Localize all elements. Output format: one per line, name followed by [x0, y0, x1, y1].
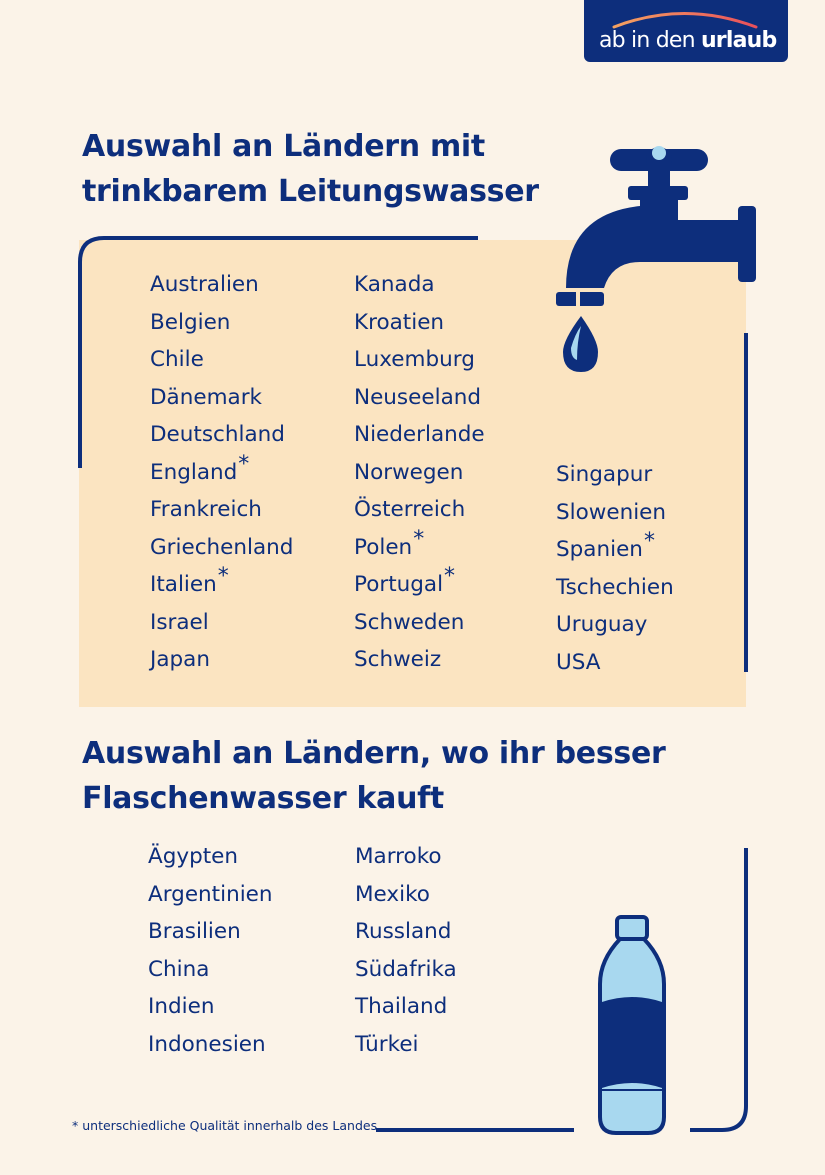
list-item: Italien* [150, 564, 229, 597]
list-item: Indonesien [148, 1031, 266, 1057]
bottle-country-list-col1 [148, 838, 273, 1063]
section-title-line: Flaschenwasser kauft [82, 781, 444, 816]
logo-text-light: ab in den [599, 28, 701, 53]
footnote: * unterschiedliche Qualität innerhalb des Landes [72, 1118, 378, 1133]
section-title-line: trinkbarem Leitungswasser [82, 174, 539, 209]
list-item: Indien [148, 994, 215, 1019]
list-item: Schweden [354, 609, 465, 635]
list-item: Belgien [150, 309, 231, 335]
tap-country-list-col3 [556, 456, 675, 681]
section-title-line: Auswahl an Ländern mit [82, 129, 485, 164]
list-item: Spanien* [556, 529, 655, 562]
list-item: Argentinien [148, 881, 273, 907]
list-item: Polen* [354, 526, 425, 560]
list-item: Ägypten [148, 844, 239, 869]
list-item: Luxemburg [354, 347, 475, 372]
list-item: Japan [150, 647, 210, 672]
list-item: Uruguay [556, 612, 648, 637]
water-tap-icon [556, 146, 756, 306]
list-item: Brasilien [148, 919, 241, 944]
list-item: Thailand [355, 994, 448, 1019]
list-item: Südafrika [355, 956, 457, 982]
list-item: Österreich [354, 497, 466, 522]
list-item: Schweiz [354, 647, 442, 672]
tap-country-list-col2 [354, 266, 486, 679]
water-bottle-icon [600, 917, 664, 1133]
list-item: Tschechien [556, 574, 674, 600]
list-item: Chile [150, 347, 204, 372]
list-item: Griechenland [150, 534, 294, 560]
bottle-section-border-line [690, 848, 746, 1130]
water-drop-icon [563, 316, 598, 372]
section-title-bottled-water [82, 731, 665, 821]
list-item: Deutschland [150, 422, 285, 447]
list-item: Neuseeland [354, 384, 482, 410]
tap-country-list-col1 [150, 266, 294, 679]
bottle-country-list-col2 [355, 838, 457, 1063]
list-item: Dänemark [150, 384, 262, 410]
section-title-line: Auswahl an Ländern, wo ihr besser [82, 736, 666, 771]
list-item: England* [150, 451, 250, 485]
list-item: Australien [150, 272, 259, 297]
list-item: Türkei [355, 1031, 419, 1057]
list-item: Marroko [355, 844, 442, 869]
list-item: Kanada [354, 272, 435, 297]
list-item: Portugal* [354, 564, 456, 597]
list-item: Russland [355, 919, 452, 944]
list-item: Slowenien [556, 499, 667, 525]
list-item: Mexiko [355, 881, 430, 907]
list-item: Singapur [556, 462, 653, 487]
list-item: Frankreich [150, 497, 262, 522]
list-item: Israel [150, 609, 209, 635]
list-item: China [148, 956, 210, 982]
logo-text-bold: urlaub [700, 28, 777, 53]
list-item: Norwegen [354, 459, 464, 485]
list-item: USA [556, 649, 601, 675]
list-item: Niederlande [354, 422, 485, 447]
list-item: Kroatien [354, 309, 445, 335]
